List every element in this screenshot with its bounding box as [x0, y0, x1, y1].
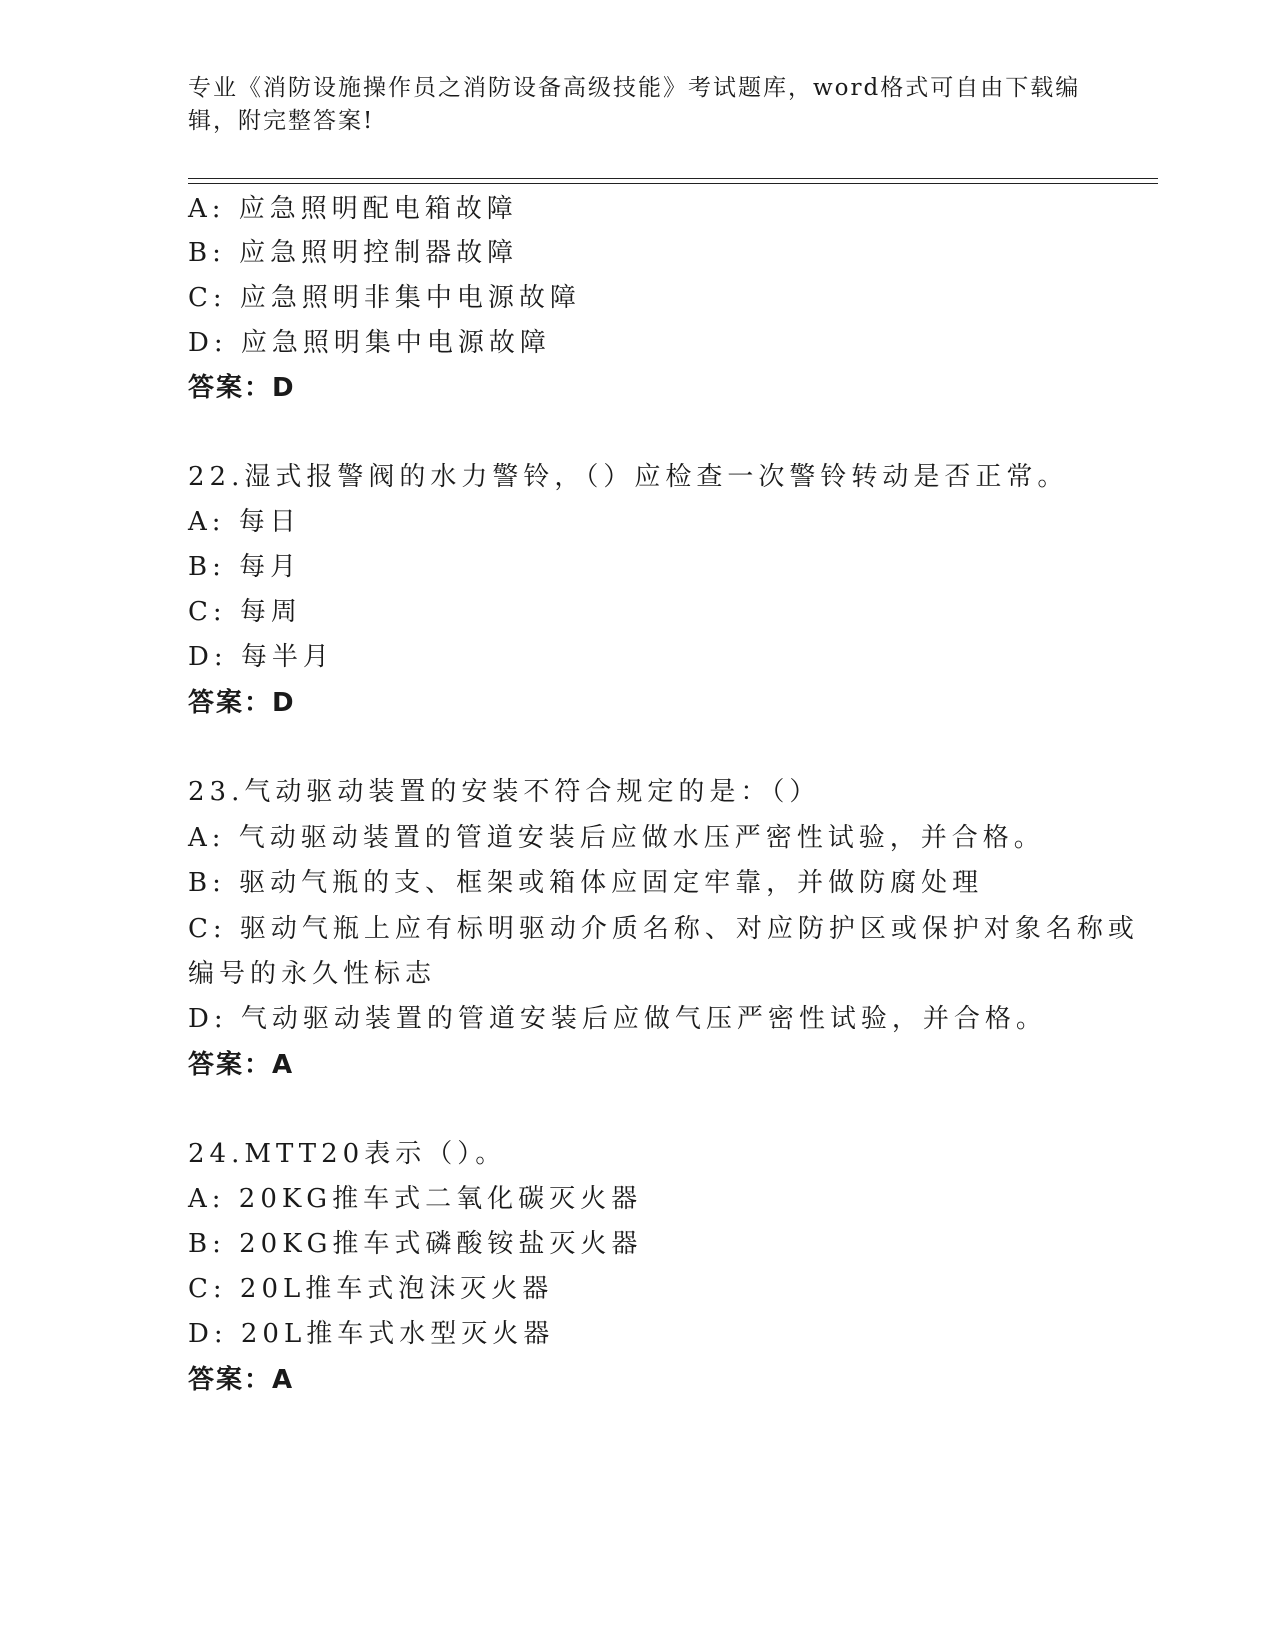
document-header: [188, 72, 1088, 138]
q21-option-b: B: 应急照明控制器故障: [188, 238, 519, 268]
q21-option-c: C: 应急照明非集中电源故障: [188, 283, 581, 313]
q21-answer: 答案：D: [188, 373, 296, 403]
header-line-2: 辑，附完整答案!: [188, 108, 375, 134]
header-line-1: 专业《消防设施操作员之消防设备高级技能》考试题库，word格式可自由下载编: [188, 75, 1081, 101]
q22-option-c: C: 每周: [188, 597, 302, 627]
header-divider-bottom: [188, 183, 1158, 184]
q24-option-b: B: 20KG推车式磷酸铵盐灭火器: [188, 1229, 643, 1259]
q21-option-d: D: 应急照明集中电源故障: [188, 328, 551, 358]
q22-question: 22.湿式报警阀的水力警铃，（）应检查一次警铃转动是否正常。: [188, 462, 1069, 492]
q23-option-c-line-1: C: 驱动气瓶上应有标明驱动介质名称、对应防护区或保护对象名称或: [188, 914, 1139, 944]
q24-option-a: A: 20KG推车式二氧化碳灭火器: [188, 1184, 643, 1214]
q23-option-d: D: 气动驱动装置的管道安装后应做气压严密性试验，并合格。: [188, 1004, 1047, 1034]
q23-answer: 答案：A: [188, 1050, 295, 1080]
q22-option-b: B: 每月: [188, 552, 302, 582]
q22-option-d: D: 每半月: [188, 642, 334, 672]
q22-option-a: A: 每日: [188, 507, 301, 537]
q23-option-b: B: 驱动气瓶的支、框架或箱体应固定牢靠，并做防腐处理: [188, 868, 984, 898]
q24-answer: 答案：A: [188, 1365, 295, 1395]
q21-option-a: A: 应急照明配电箱故障: [188, 194, 518, 224]
q23-option-a: A: 气动驱动装置的管道安装后应做水压严密性试验，并合格。: [188, 823, 1045, 853]
q22-answer: 答案：D: [188, 688, 296, 718]
q24-question: 24.MTT20表示（）。: [188, 1139, 507, 1169]
q23-question: 23.气动驱动装置的安装不符合规定的是：（）: [188, 777, 821, 807]
header-divider-top: [188, 178, 1158, 179]
q24-option-d: D: 20L推车式水型灭火器: [188, 1319, 555, 1349]
q23-option-c-line-2: 编号的永久性标志: [188, 959, 437, 989]
q24-option-c: C: 20L推车式泡沫灭火器: [188, 1274, 554, 1304]
